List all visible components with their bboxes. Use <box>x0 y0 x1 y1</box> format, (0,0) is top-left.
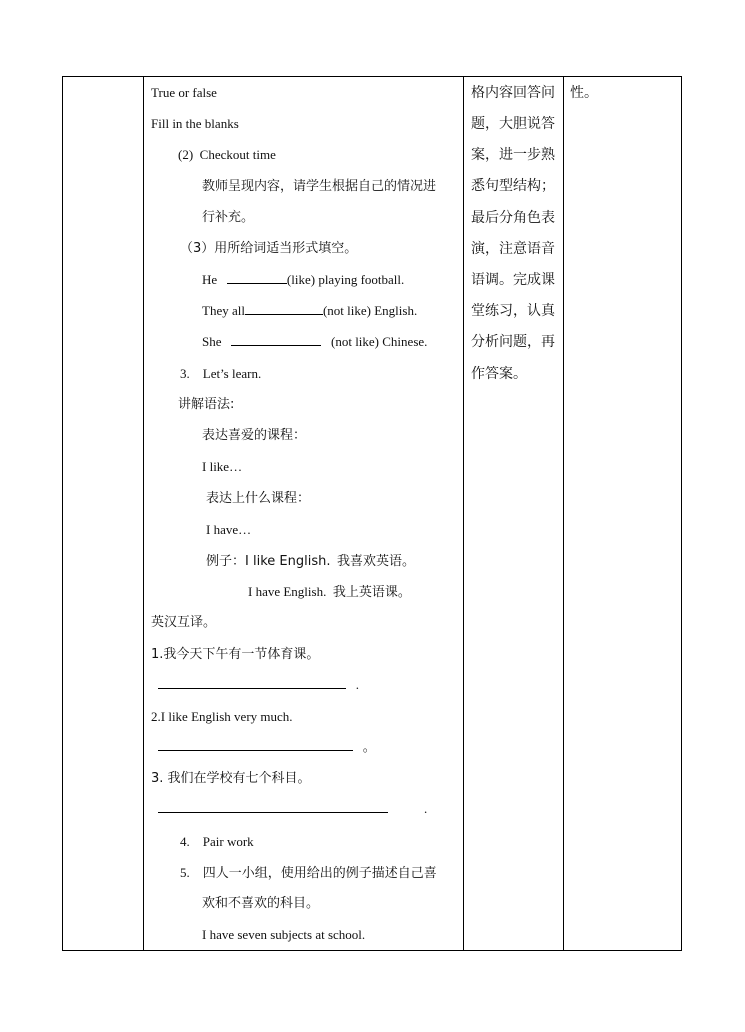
list-item <box>180 366 261 382</box>
list-number: (2) <box>178 147 194 162</box>
list-text: 四人一小组，使用给出的例子描述自己喜 <box>202 866 437 881</box>
text-line: 表达喜爱的课程： <box>202 428 307 443</box>
text-line: 表达上什么课程： <box>206 491 311 506</box>
student-activity-cell <box>464 77 563 950</box>
text-line: 欢和不喜欢的科目。 <box>202 896 320 911</box>
text-line: 讲解语法: <box>178 397 235 412</box>
text-line: True or false <box>151 85 217 100</box>
text-line: I have seven subjects at school. <box>202 927 366 942</box>
sentence-start: He <box>202 272 218 287</box>
sentence-start: They all <box>202 303 245 318</box>
list-number: 4. <box>180 834 190 849</box>
answer-blank <box>227 272 287 284</box>
example-line <box>206 553 415 570</box>
punctuation: 。 <box>362 740 376 755</box>
sentence-end: (like) playing football. <box>286 272 405 287</box>
answer-line <box>158 739 376 756</box>
fill-blank-line <box>202 272 404 288</box>
fill-blank-line <box>202 303 417 319</box>
text-line: （3）用所给词适当形式填空。 <box>180 241 358 256</box>
list-number: 5. <box>180 865 190 880</box>
activity-line: 格内容回答问 <box>471 85 555 101</box>
fill-blank-line <box>202 334 427 350</box>
activity-line: 演，注意语音 <box>471 241 555 257</box>
sentence-end: (not like) English. <box>322 303 418 318</box>
answer-blank <box>158 801 388 813</box>
punctuation: . <box>424 801 428 816</box>
question-line: 1.我今天下午有一节体育课。 <box>151 647 320 662</box>
answer-line <box>158 801 427 817</box>
lesson-table <box>62 76 682 951</box>
example-chinese: 我上英语课。 <box>332 585 411 600</box>
activity-line: 分析问题，再 <box>471 334 555 350</box>
answer-blank <box>158 739 353 751</box>
example-english: 例子：I like English. <box>206 554 331 569</box>
question-line: 2.I like English very much. <box>151 709 293 724</box>
list-text: Let’s learn. <box>202 366 262 381</box>
section-heading: 英汉互译。 <box>151 615 217 630</box>
activity-line: 案，进一步熟 <box>471 147 555 163</box>
text-line: Fill in the blanks <box>151 116 239 131</box>
sentence-start: She <box>202 334 222 349</box>
answer-blank <box>231 334 321 346</box>
text-line: I have… <box>206 522 252 537</box>
activity-line: 堂练习，认真 <box>471 303 555 319</box>
activity-line: 题，大胆说答 <box>471 116 555 132</box>
answer-blank <box>158 677 346 689</box>
text-line: 教师呈现内容，请学生根据自己的情况进 <box>202 179 437 194</box>
activity-line: 最后分角色表 <box>471 210 555 226</box>
list-number: 3. <box>180 366 190 381</box>
list-item <box>180 834 254 850</box>
list-text: Pair work <box>202 834 254 849</box>
list-text: Checkout time <box>199 147 276 162</box>
answer-line <box>158 677 359 693</box>
example-english: I have English. <box>248 584 327 599</box>
text-line: 行补充。 <box>202 210 255 225</box>
teaching-content-cell <box>144 77 463 950</box>
design-intent-cell <box>564 77 682 950</box>
list-item <box>178 147 276 163</box>
example-chinese: 我喜欢英语。 <box>336 554 415 569</box>
activity-line: 语调。完成课 <box>471 272 555 288</box>
activity-line: 悉句型结构； <box>471 178 555 194</box>
punctuation: . <box>355 677 359 692</box>
answer-blank <box>245 303 323 315</box>
example-line <box>248 584 411 601</box>
question-line: 3. 我们在学校有七个科目。 <box>151 771 311 786</box>
intent-line: 性。 <box>570 85 598 101</box>
list-item <box>180 865 437 882</box>
activity-line: 作答案。 <box>471 366 527 382</box>
text-line: I like… <box>202 459 243 474</box>
sentence-end: (not like) Chinese. <box>331 334 428 349</box>
